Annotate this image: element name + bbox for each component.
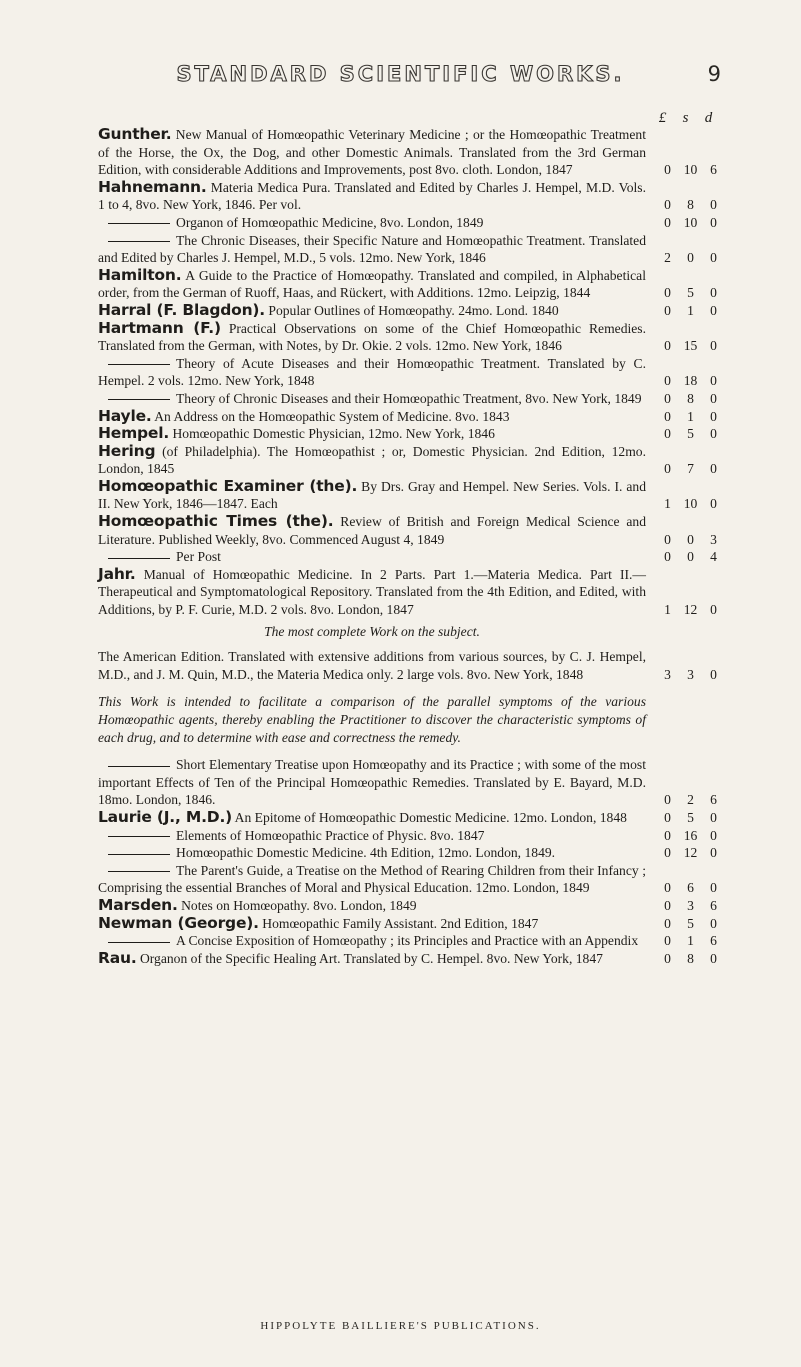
pence-symbol: d xyxy=(704,110,713,126)
entry-price: 0 8 0 xyxy=(664,950,717,966)
entry-description: Theory of Chronic Diseases and their Homœopathic Treatment, 8vo. New York, 1849 xyxy=(176,390,642,406)
ditto-dash xyxy=(108,854,170,855)
catalogue-entry xyxy=(98,827,728,845)
entry-price: 0 2 6 xyxy=(664,792,717,808)
entry-text xyxy=(98,566,646,619)
entry-price: 0 6 0 xyxy=(664,880,717,896)
ditto-dash xyxy=(108,766,170,767)
entry-price: 0 18 0 xyxy=(664,373,717,389)
entry-price: 0 3 6 xyxy=(664,897,717,913)
entry-price: 0 8 0 xyxy=(664,197,717,213)
entry-description: Theory of Acute Diseases and their Homœopathic Treatment. Translated by C. Hempel. 2 vols. 12mo. New York, 1848 xyxy=(98,355,646,389)
entry-price: 0 16 0 xyxy=(664,827,717,843)
catalogue-list xyxy=(98,126,728,967)
entry-description: Organon of the Specific Healing Art. Translated by C. Hempel. 8vo. New York, 1847 xyxy=(139,950,603,966)
ditto-dash xyxy=(108,942,170,943)
entry-description: Practical Observations on some of the Chief Homœopathic Remedies. Translated from the German, with Notes, by Dr. Okie. 2 vols. 12mo. New York, 1846 xyxy=(98,320,646,354)
catalogue-entry xyxy=(98,443,728,478)
entry-text xyxy=(98,478,646,513)
entry-price: 0 8 0 xyxy=(664,390,717,406)
work-note: This Work is intended to facilitate a comparison of the parallel symptoms of the various Homœopathic agents, thereby enabling the Practitioner to discover the characteristic symptoms of each drug, and to determine with ease and correctness the remedy. xyxy=(98,694,646,745)
catalogue-entry xyxy=(98,302,728,320)
ditto-dash xyxy=(108,364,170,365)
catalogue-entry xyxy=(98,425,728,443)
entry-author: Homœopathic Examiner (the). xyxy=(98,476,358,495)
catalogue-entry xyxy=(98,862,728,897)
entry-author: Hering xyxy=(98,441,156,460)
entry-price: 1 12 0 xyxy=(664,602,717,618)
entry-text xyxy=(98,844,646,862)
entry-description: An Epitome of Homœopathic Domestic Medicine. 12mo. London, 1848 xyxy=(234,809,627,825)
entry-price: 0 12 0 xyxy=(664,845,717,861)
catalogue-entry xyxy=(98,809,728,827)
entry-price: 0 5 0 xyxy=(664,809,717,825)
entry-text xyxy=(98,915,646,933)
catalogue-entry xyxy=(98,126,728,179)
ditto-dash xyxy=(108,836,170,837)
entry-author: Hayle. xyxy=(98,406,152,425)
pounds-symbol: £ xyxy=(658,110,667,126)
catalogue-entry xyxy=(98,513,728,548)
entry-price: 0 5 0 xyxy=(664,285,717,301)
entry-text xyxy=(98,408,646,426)
entry-price: 0 0 4 xyxy=(664,549,717,565)
entry-text xyxy=(98,214,646,232)
entry-text xyxy=(98,267,646,302)
entry-text xyxy=(98,390,646,408)
catalogue-entry xyxy=(98,214,728,232)
entry-author: Rau. xyxy=(98,948,137,967)
ditto-dash xyxy=(108,871,170,872)
entry-description: Short Elementary Treatise upon Homœopathy and its Practice ; with some of the most important Effects of Ten of the Principal Homœopathic Remedies. Translated by E. Bayard, M.D. 18mo. London, 1846. xyxy=(98,757,646,808)
catalogue-entry xyxy=(98,648,728,683)
entry-description: An Address on the Homœopathic System of Medicine. 8vo. 1843 xyxy=(154,408,510,424)
entry-text xyxy=(98,932,646,950)
entry-price: 2 0 0 xyxy=(664,250,717,266)
ditto-dash xyxy=(108,241,170,242)
page-header xyxy=(0,62,801,92)
catalogue-entry xyxy=(98,390,728,408)
entry-description: A Concise Exposition of Homœopathy ; its Principles and Practice with an Appendix xyxy=(176,933,639,949)
entry-price: 0 1 0 xyxy=(664,302,717,318)
entry-price: 0 5 0 xyxy=(664,426,717,442)
entry-author: Newman (George). xyxy=(98,913,259,932)
entry-price: 0 7 0 xyxy=(664,461,717,477)
entry-description: The Parent's Guide, a Treatise on the Method of Rearing Children from their Infancy ; Comprising the essential Branches of Moral and Physical Education. 12mo. London, 1849 xyxy=(98,862,646,896)
entry-text xyxy=(98,548,646,566)
entry-description: Materia Medica Pura. Translated and Edited by Charles J. Hempel, M.D. Vols. 1 to 4, 8vo. New York, 1846. Per vol. xyxy=(98,179,646,213)
entry-author: Hartmann (F.) xyxy=(98,318,221,337)
ditto-dash xyxy=(108,223,170,224)
entry-text: The American Edition. Translated with extensive additions from various sources, by C. J. Hempel, M.D., and J. M. Quin, M.D., the Materia Medica only. 2 large vols. 8vo. New York, 1848 xyxy=(98,649,646,682)
entry-description: Review of British and Foreign Medical Science and Literature. Published Weekly, 8vo. Commenced August 4, 1849 xyxy=(98,514,646,547)
entry-price: 0 1 0 xyxy=(664,408,717,424)
catalogue-entry xyxy=(98,897,728,915)
entry-text xyxy=(98,809,646,827)
entry-description: Homœopathic Domestic Physician, 12mo. New York, 1846 xyxy=(172,426,495,442)
entry-description: Notes on Homœopathy. 8vo. London, 1849 xyxy=(181,897,417,913)
entry-description: (of Philadelphia). The Homœopathist ; or, Domestic Physician. 2nd Edition, 12mo. London, 1845 xyxy=(98,443,646,477)
entry-author: Hempel. xyxy=(98,424,170,443)
entry-text xyxy=(98,827,646,845)
entry-author: Jahr. xyxy=(98,564,136,583)
entry-description: Popular Outlines of Homœopathy. 24mo. Lond. 1840 xyxy=(268,302,559,318)
entry-author: Hamilton. xyxy=(98,265,182,284)
catalogue-entry xyxy=(98,232,728,267)
entry-text xyxy=(98,513,646,548)
entry-description: By Drs. Gray and Hempel. New Series. Vols. I. and II. New York, 1846—1847. Each xyxy=(98,478,646,512)
entry-description: Homœopathic Family Assistant. 2nd Edition, 1847 xyxy=(262,915,539,931)
entry-price: 0 15 0 xyxy=(664,338,717,354)
ditto-dash xyxy=(108,399,170,400)
catalogue-entry xyxy=(98,548,728,566)
entry-price: 0 5 0 xyxy=(664,915,717,931)
catalogue-entry xyxy=(98,932,728,950)
entry-price: 0 1 6 xyxy=(664,933,717,949)
entry-text xyxy=(98,950,646,968)
entry-text xyxy=(98,756,646,809)
entry-author: Gunther. xyxy=(98,125,172,143)
catalogue-entry xyxy=(98,179,728,214)
catalogue-entry xyxy=(98,408,728,426)
entry-author: Harral (F. Blagdon). xyxy=(98,300,265,319)
entry-text xyxy=(98,179,646,214)
catalogue-entry xyxy=(98,915,728,933)
entry-author: Homœopathic Times (the). xyxy=(98,512,334,531)
entry-text xyxy=(98,126,646,179)
catalogue-entry xyxy=(98,478,728,513)
entry-description: Manual of Homœopathic Medicine. In 2 Parts. Part 1.—Materia Medica. Part II.—Therapeutical and Symptomatological Repository. Translated from the 4th Edition, and Edited, with Additions, by P. F. Curie, M.D. 2 vols. 8vo. London, 1847 xyxy=(98,566,646,618)
catalogue-entry xyxy=(98,267,728,302)
publisher-footer: HIPPOLYTE BAILLIERE'S PUBLICATIONS. xyxy=(260,1320,541,1332)
entry-author: Marsden. xyxy=(98,895,178,914)
running-head: STANDARD SCIENTIFIC WORKS. xyxy=(176,62,625,86)
catalogue-entry xyxy=(98,844,728,862)
entry-text xyxy=(98,443,646,478)
catalogue-entry xyxy=(98,355,728,390)
catalogue-entry xyxy=(98,950,728,968)
entry-price: 0 0 3 xyxy=(664,531,717,547)
entry-text xyxy=(98,355,646,390)
entry-author: Laurie (J., M.D.) xyxy=(98,807,233,826)
catalogue-entry xyxy=(98,566,728,619)
catalogue-entry xyxy=(98,756,728,809)
entry-price: 0 10 0 xyxy=(664,214,717,230)
jahr-note: The most complete Work on the subject. xyxy=(264,623,480,639)
entry-text xyxy=(98,320,646,355)
entry-description: A Guide to the Practice of Homœopathy. Translated and compiled, in Alphabetical order, from the German of Ruoff, Haas, and Rückert, with Additions. 12mo. Leipzig, 1844 xyxy=(98,267,646,301)
ditto-dash xyxy=(108,558,170,559)
entry-text xyxy=(98,862,646,897)
entry-description: Per Post xyxy=(176,549,221,565)
entry-description: Homœopathic Domestic Medicine. 4th Edition, 12mo. London, 1849. xyxy=(176,845,556,861)
entry-price: 1 10 0 xyxy=(664,496,717,512)
entry-description: Elements of Homœopathic Practice of Physic. 8vo. 1847 xyxy=(176,827,485,843)
entry-price: 3 3 0 xyxy=(664,666,717,682)
page-number: 9 xyxy=(707,62,721,86)
entry-description: Organon of Homœopathic Medicine, 8vo. London, 1849 xyxy=(176,214,484,230)
shillings-symbol: s xyxy=(682,110,689,126)
entry-description: New Manual of Homœopathic Veterinary Medicine ; or the Homœopathic Treatment of the Horse, the Ox, the Dog, and other Domestic Animals. Translated from the 3rd German Edition, with considerable Additions and Improvements, post 8vo. cloth. London, 1847 xyxy=(98,127,646,178)
currency-header xyxy=(651,110,721,127)
catalogue-entry xyxy=(98,320,728,355)
entry-text xyxy=(98,232,646,267)
entry-description: The Chronic Diseases, their Specific Nature and Homœopathic Treatment. Translated and Edited by Charles J. Hempel, M.D., 5 vols. 12mo. New York, 1846 xyxy=(98,232,646,266)
entry-text xyxy=(98,897,646,915)
entry-author: Hahnemann. xyxy=(98,177,207,196)
entry-text xyxy=(98,302,646,320)
entry-text xyxy=(98,425,646,443)
entry-price: 0 10 6 xyxy=(664,162,717,178)
